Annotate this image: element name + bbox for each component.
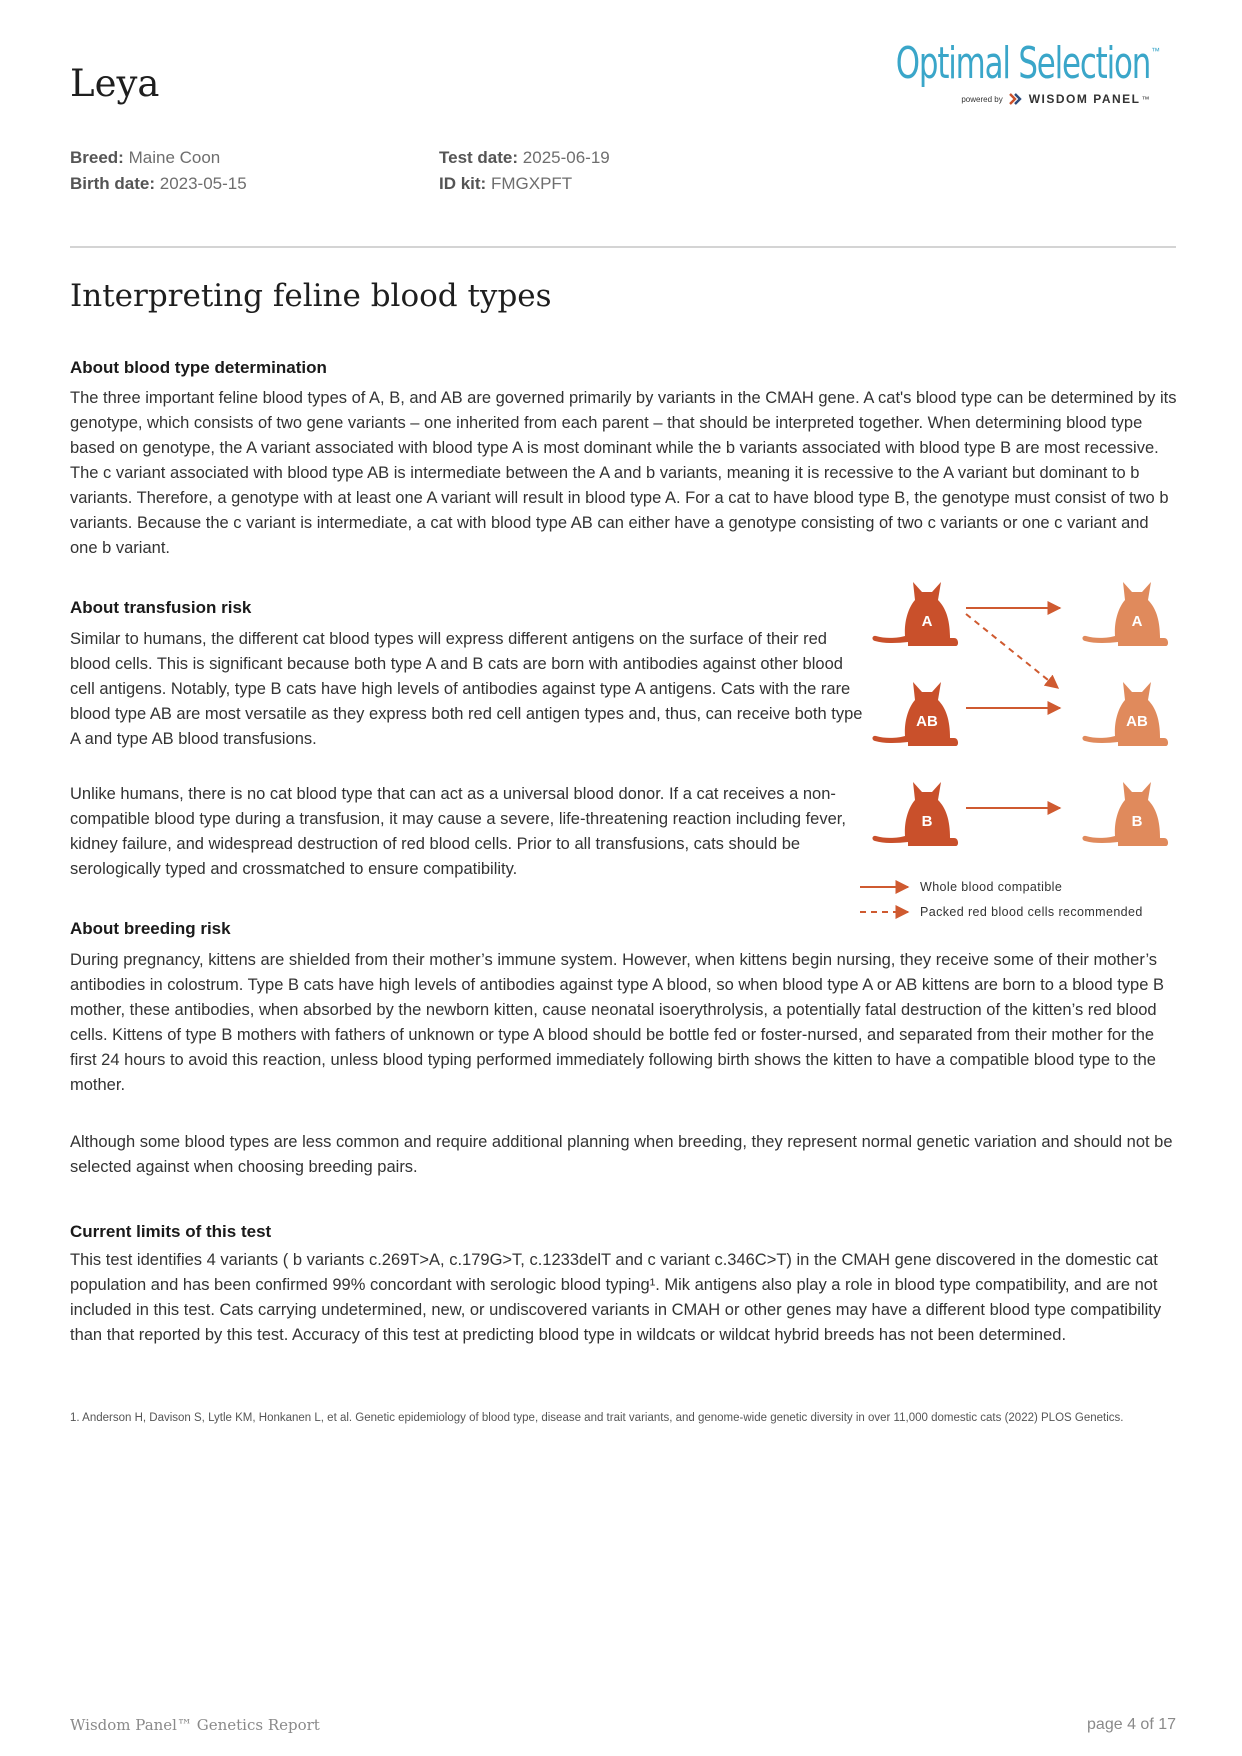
donor-cat-ab bbox=[872, 682, 958, 746]
determination-heading: About blood type determination bbox=[70, 358, 327, 377]
birth-date-value: 2023-05-15 bbox=[159, 174, 247, 193]
recipient-cat-ab bbox=[1082, 682, 1168, 746]
legend-solid bbox=[860, 880, 1062, 894]
donor-cat-a bbox=[872, 582, 958, 646]
footnote: 1. Anderson H, Davison S, Lytle KM, Honkanen L, et al. Genetic epidemiology of blood type, disease and trait variants, and genome-wide genetic diversity in over 11,000 domestic cats (2022) PLOS Genetics. bbox=[70, 1412, 1124, 1424]
blood-compatibility-diagram bbox=[860, 578, 1180, 938]
determination-body: The three important feline blood types of A, B, and AB are governed primarily by variants in the CMAH gene. A cat's blood type can be determined by its genotype, which consists of two gene variants – one inherited from each parent – that should be interpreted together. When determining blood type based on genotype, the A variant associated with blood type A is most dominant while the b variants associated with blood type B are most recessive. The c variant associated with blood type AB is intermediate between the A and b variants, meaning it is recessive to the A variant but dominant to b variants. Therefore, a genotype with at least one A variant will result in blood type A. For a cat to have blood type B, the genotype must consist of two b variants. Because the c variant is intermediate, a cat with blood type AB can either have a genotype consisting of two c variants or one c variant and one b variant. bbox=[70, 389, 1177, 557]
id-kit-value: FMGXPFT bbox=[490, 174, 573, 193]
meta-right-column bbox=[439, 145, 610, 197]
wisdom-panel-mark-icon bbox=[1009, 93, 1023, 105]
header-divider bbox=[70, 246, 1176, 248]
legend-solid-label: Whole blood compatible bbox=[920, 880, 1063, 894]
arrow-a-to-ab-dashed bbox=[966, 614, 1058, 688]
logo-trademark: ™ bbox=[1151, 46, 1160, 56]
recipient-label-ab: AB bbox=[1126, 713, 1148, 730]
recipient-cat-b bbox=[1082, 782, 1168, 846]
breed-value: Maine Coon bbox=[128, 148, 221, 167]
footer-page-number: page 4 of 17 bbox=[1087, 1716, 1176, 1733]
birth-date-label: Birth date: bbox=[70, 174, 155, 193]
breeding-body-1: During pregnancy, kittens are shielded from their mother’s immune system. However, when kittens begin nursing, they receive some of their mother’s antibodies in colostrum. Type B cats have high levels of antibodies against type A blood, so when blood type A or AB kittens are born to a blood type B mother, these antibodies, when absorbed by the newborn kitten, cause neonatal isoerythrolysis, a potentially fatal destruction of the kitten’s red blood cells. Kittens of type B mothers with fathers of unknown or type A blood should be bottle fed or foster-nursed, and separated from their mother for the first 24 hours to avoid this reaction, unless blood typing performed immediately following birth shows the kitten to have a compatible blood type to the mother. bbox=[70, 951, 1164, 1094]
limits-body: This test identifies 4 variants ( b variants c.269T>A, c.179G>T, c.1233delT and c variant c.346C>T) in the CMAH gene discovered in the domestic cat population and has been confirmed 99% concordant with serologic blood typing¹. Mik antigens also play a role in blood type compatibility, and are not included in this test. Cats carrying undetermined, new, or undiscovered variants in CMAH or other genes may have a different blood type compatibility than that reported by this test. Accuracy of this test at predicting blood type in wildcats or wildcat hybrid breeds has not been determined. bbox=[70, 1251, 1162, 1344]
test-date-label: Test date: bbox=[439, 148, 519, 167]
donor-cat-b bbox=[872, 782, 958, 846]
page-title: Interpreting feline blood types bbox=[70, 278, 552, 314]
transfusion-heading: About transfusion risk bbox=[70, 598, 252, 617]
pet-name: Leya bbox=[70, 62, 160, 105]
breeding-heading: About breeding risk bbox=[70, 919, 231, 938]
transfusion-body-2: Unlike humans, there is no cat blood type that can act as a universal blood donor. If a cat receives a non-compatible blood type during a transfusion, it may cause a severe, life-threatening reaction including fever, kidney failure, and widespread destruction of red blood cells. Prior to all transfusions, cats should be serologically typed and crossmatched to ensure compatibility. bbox=[70, 785, 846, 878]
test-date-value: 2025-06-19 bbox=[522, 148, 610, 167]
breed-row bbox=[70, 145, 247, 171]
recipient-cat-a bbox=[1082, 582, 1168, 646]
logo-subline bbox=[961, 92, 1150, 106]
breeding-body-2: Although some blood types are less common and require additional planning when breeding, they represent normal genetic variation and should not be selected against when choosing breeding pairs. bbox=[70, 1133, 1173, 1176]
test-date-row bbox=[439, 145, 610, 171]
donor-label-a: A bbox=[921, 613, 933, 630]
donor-label-ab: AB bbox=[916, 713, 938, 730]
legend-dashed bbox=[860, 905, 1143, 919]
transfusion-body-1: Similar to humans, the different cat blood types will express different antigens on the surface of their red blood cells. This is significant because both type A and B cats are born with antibodies against other blood cell antigens. Notably, type B cats have high levels of antibodies against type A antigens. Cats with the rare blood type AB are most versatile as they express both red cell antigen types and, thus, can receive both type A and type AB blood transfusions. bbox=[70, 630, 863, 748]
donor-label-b: B bbox=[921, 813, 933, 830]
logo-powered-by: powered by bbox=[961, 94, 1003, 104]
id-kit-row bbox=[439, 171, 610, 197]
meta-left-column bbox=[70, 145, 247, 197]
logo-title: Optimal Selection bbox=[895, 38, 1150, 89]
recipient-label-a: A bbox=[1131, 613, 1143, 630]
birth-date-row bbox=[70, 171, 247, 197]
logo-brand: WISDOM PANEL bbox=[1028, 92, 1141, 106]
recipient-label-b: B bbox=[1131, 813, 1143, 830]
logo-brand-trademark: ™ bbox=[1141, 94, 1150, 104]
footer-report-name: Wisdom Panel™ Genetics Report bbox=[70, 1716, 320, 1734]
legend-dashed-label: Packed red blood cells recommended bbox=[920, 905, 1143, 919]
optimal-selection-logo bbox=[896, 38, 1176, 110]
id-kit-label: ID kit: bbox=[439, 174, 487, 193]
limits-heading: Current limits of this test bbox=[70, 1222, 272, 1241]
breed-label: Breed: bbox=[70, 148, 124, 167]
